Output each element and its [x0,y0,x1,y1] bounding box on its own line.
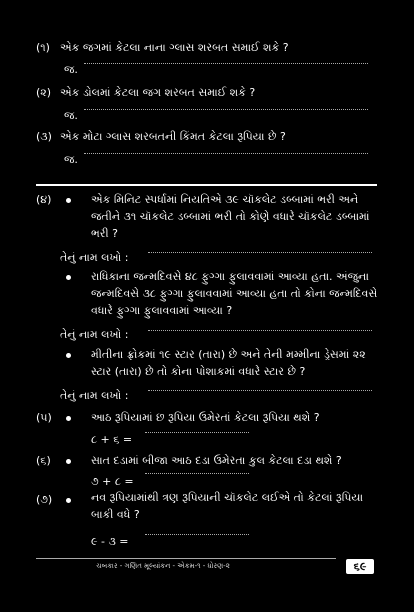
question-4b-name-label: તેનું નામ લખો : [60,328,129,341]
footer-divider [36,558,336,559]
answer-3-line[interactable] [84,153,368,154]
question-5-text: આઠ રૂપિયામાં છ રૂપિયા ઉમેરતાં કેટલા રૂપિયા થશે ? [91,411,320,424]
bullet-icon [66,498,71,503]
bullet-icon [66,198,71,203]
answer-2-line[interactable] [84,109,368,110]
question-4c-name-label: તેનું નામ લખો : [60,389,129,402]
question-4a-text: એક મિનિટ સ્પર્ધામાં નિયતિએ ૩૯ ચૉકલેટ ડબ્બામાં ભરી અને જતીને ૩૧ ચૉકલેટ ડબ્બામાં ભરી તો કોણે વધારે ચૉકલેટ ડબ્બામાં ભરી ? [91,193,370,240]
question-2-text: એક ડોલમાં કેટલા જગ શરબત સમાઈ શકે ? [60,86,256,99]
question-4c-text: મીતીના ફ્રોકમાં ૧૯ સ્ટાર (તારા) છે અને તેની મમ્મીના ડ્રેસમાં ૨૨ સ્ટાર (તારા) છે તો કોના પોશાકમાં વધારે સ્ટાર છે ? [91,348,366,378]
bullet-icon [66,416,71,421]
question-5-equation: ૮ + ૬ = [91,433,133,446]
answer-4b-line[interactable] [148,330,372,331]
answer-1-line[interactable] [84,63,368,64]
question-1-number: (૧) [36,41,50,54]
answer-3-label: જ. [64,153,78,166]
answer-4c-line[interactable] [148,390,372,391]
footer-text: ચબકાર - ગણિત મૂલ્યાંકન - એકમ-૧ - ધોરણ-૨ [96,562,230,570]
question-1-text: એક જગમાં કેટલા નાના ગ્લાસ શરબત સમાઈ શકે ? [60,41,289,54]
section-divider [36,184,377,186]
question-3-text: એક મોટા ગ્લાસ શરબતની કિંમત કેટલા રૂપિયા છે ? [60,130,286,143]
question-7-number: (૭) [36,493,53,506]
answer-2-label: જ. [64,109,78,122]
question-4-number: (૪) [36,193,52,206]
question-2-number: (૨) [36,86,52,99]
bullet-icon [66,353,71,358]
question-6-text: સાત દડામાં બીજા આઠ દડા ઉમેરતા કુલ કેટલા દડા થશે ? [91,454,342,467]
answer-7-line[interactable] [145,534,249,535]
question-4b-text: રાધિકાના જન્મદિવસે ૪૮ ફુગ્ગા ફુલાવવામાં આવ્યા હતા. અંજુના જન્મદિવસે ૩૮ ફુગ્ગા ફુલાવવામાં આવ્યા હતા તો કોના જન્મદિવસે વધારે ફુગ્ગા ફુલાવવામાં આવ્યા ? [91,270,378,317]
page-number: ૬૯ [346,559,374,574]
question-4a-name-label: તેનું નામ લખો : [60,251,129,264]
answer-5-line[interactable] [145,432,249,433]
answer-6-line[interactable] [145,473,249,474]
answer-1-label: જ. [64,63,78,76]
question-7-text: નવ રૂપિયામાંથી ત્રણ રૂપિયાની ચૉકલેટ લઈએ તો કેટલાં રૂપિયા બાકી વધે ? [91,491,364,521]
bullet-icon [66,275,71,280]
question-7-equation: ૯ - ૩ = [91,535,129,548]
question-6-number: (૬) [36,454,51,467]
answer-4a-line[interactable] [148,252,372,253]
question-5-number: (૫) [36,411,52,424]
question-6-equation: ૭ + ૮ = [91,475,134,488]
bullet-icon [66,459,71,464]
question-3-number: (૩) [36,130,52,143]
